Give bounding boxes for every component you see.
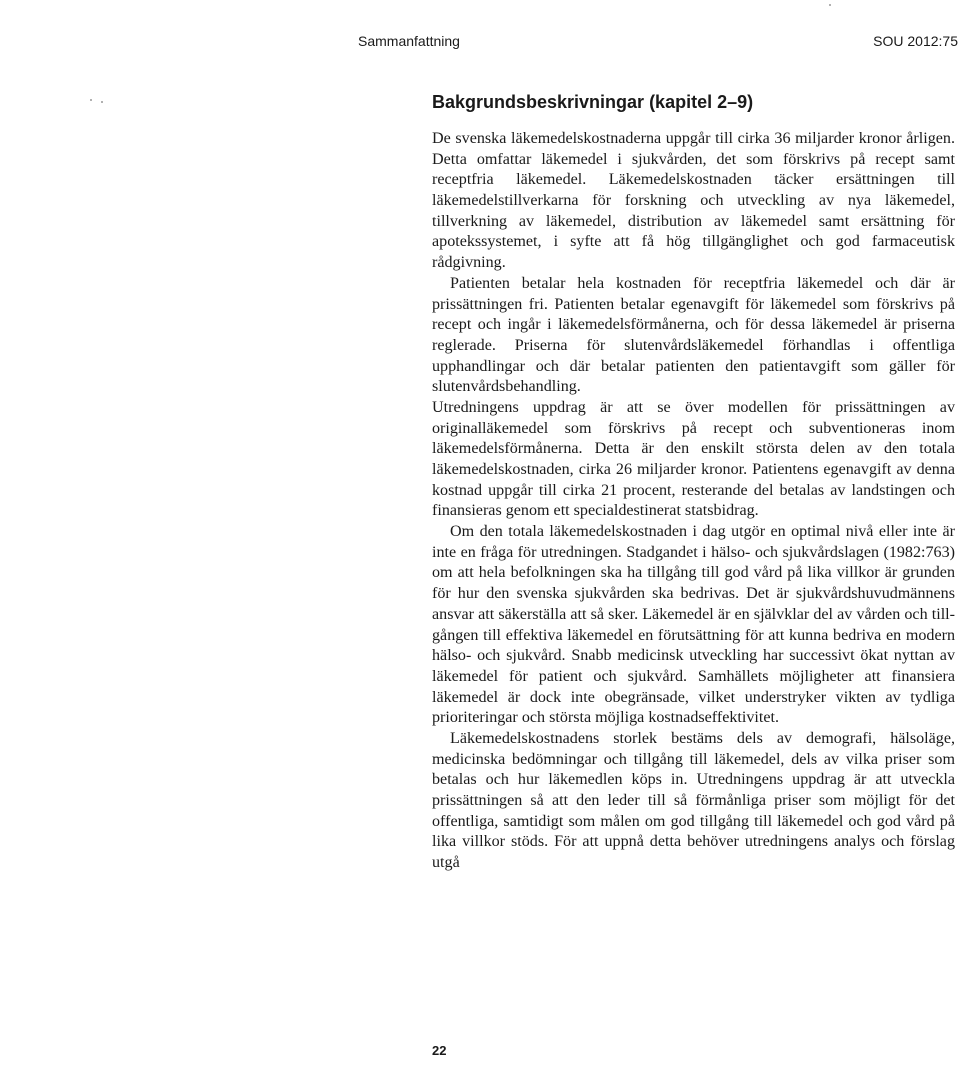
paragraph-3: Utredningens uppdrag är att se över modellen för prissättningen av originalläkemedel som förskrivs på recept och subventioneras inom läkemedelsförmånerna. Detta är den enskilt största delen av den totala läkemedelskostnaden, cirka 26 miljarder kronor. Patientens egenavgift av denna kostnad uppgår till cirka 21 procent, resterande del betalas av landstingen och finansieras genom ett specialdestinerat statsbidrag. <box>432 398 955 520</box>
scan-speck <box>101 101 103 103</box>
paragraph-5: Läkemedelskostnadens storlek bestäms dels av demografi, hälsoläge, medicinska bedömningar och tillgång till läkemedel, dels av vilka priser som betalas och hur läkemedlen köps in. Utredningens uppdrag är att utveckla prissättningen så att den leder till så förmånliga priser som möjligt för det offentliga, samtidigt som målen om god tillgång till läkemedel och god vård på lika villkor stöds. För att uppnå detta behöver utredningens analys och förslag utgå <box>432 729 955 872</box>
paragraph-2: Patienten betalar hela kostnaden för receptfria läkemedel och där är prissättningen fri. Patienten betalar egenavgift för läkemedel som förskrivs på recept och ingår i läkemedelsförmånerna, och för dessa läkemedel är priserna reglerade. Priserna för slutenvårdsläkemedel förhandlas i offentliga upphandlingar och där betalar patienten den patientavgift som gäller för slutenvårdsbehandling. <box>432 274 955 396</box>
header-section-title: Sammanfattning <box>358 33 460 49</box>
paragraph-1: De svenska läkemedelskostnaderna uppgår till cirka 36 miljarder kronor årligen. Detta omfattar läkemedel i sjukvården, det som förskrivs på recept samt receptfria läkemedel. Läkemedelskostnaden täcker ersättningen till läkemedelstillverkarna för forskning och utveckling av nya läkemedel, tillverkning av läkemedel, distribution av läkemedel samt ersättning för apotekssystemet, i syfte att få hög tillgänglighet och god farmaceutisk rådgivning. <box>432 130 955 272</box>
page-number: 22 <box>432 1043 447 1058</box>
body-text <box>432 129 955 874</box>
page-header <box>358 33 958 55</box>
scan-speck <box>90 99 92 101</box>
section-heading: Bakgrundsbeskrivningar (kapitel 2–9) <box>432 92 754 112</box>
paragraph-4: Om den totala läkemedelskostnaden i dag utgör en optimal nivå eller inte är inte en fråga för utredningen. Stadgandet i hälso- och sjukvårdslagen (1982:763) om att hela befolkningen ska ha tillgång till god vård på lika villkor är grunden för hur den svenska sjukvården ska bedrivas. Det är sjukvårdshuvudmännens ansvar att säkerställa att så sker. Läkemedel är en självklar del av vården och tillgången till effektiva läkemedel en förutsättning för att kunna bedriva en modern hälso- och sjukvård. Snabb medicinsk utveckling har successivt ökat nyttan av läkemedel för patient och sjukvård. Samhällets möjligheter att finansiera läkemedel är dock inte obegränsade, vilket understryker vikten av tydliga prioriteringar och största möjliga kostnadseffektivitet. <box>432 523 955 727</box>
scan-speck <box>829 4 831 6</box>
header-document-reference: SOU 2012:75 <box>873 33 958 49</box>
